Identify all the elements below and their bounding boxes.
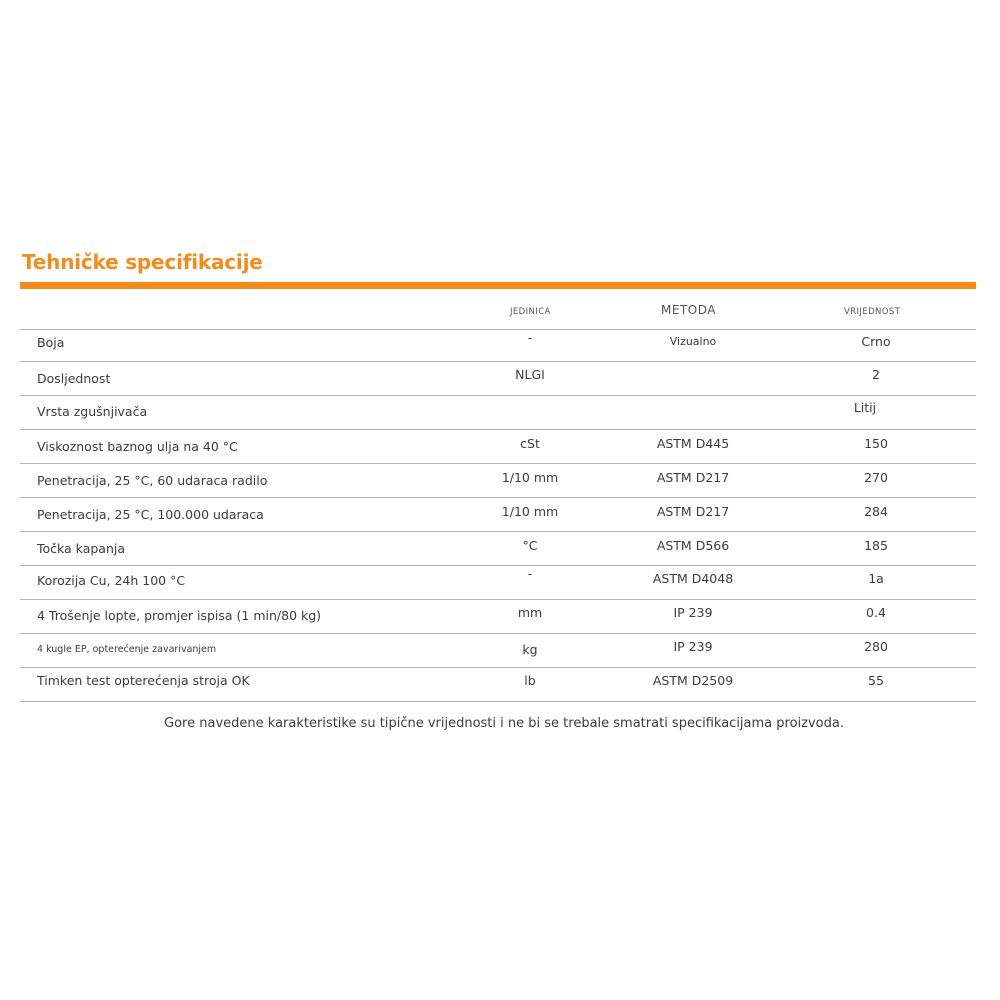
row-method: IP 239 xyxy=(673,639,713,654)
row-unit: kg xyxy=(522,642,538,657)
row-method: IP 239 xyxy=(673,605,713,620)
row-method: ASTM D445 xyxy=(656,436,730,451)
row-value: Crno xyxy=(861,334,891,349)
row-property: Vrsta zgušnjivača xyxy=(37,404,148,419)
table-row xyxy=(20,330,976,362)
row-property: Dosljednost xyxy=(37,371,111,386)
section-title: Tehničke specifikacije xyxy=(22,250,263,274)
row-value: 270 xyxy=(864,470,888,485)
row-method: ASTM D217 xyxy=(656,504,730,519)
table-row xyxy=(20,498,976,532)
row-value: 2 xyxy=(872,367,880,382)
row-property: Boja xyxy=(37,335,65,350)
row-value: 185 xyxy=(864,538,888,553)
row-unit: cSt xyxy=(520,436,540,451)
row-value: 284 xyxy=(864,504,888,519)
row-method: ASTM D217 xyxy=(656,470,730,485)
row-unit: 1/10 mm xyxy=(501,504,559,519)
row-method: ASTM D566 xyxy=(656,538,730,553)
header-value: VRIJEDNOST xyxy=(844,307,901,317)
row-value: 55 xyxy=(868,673,884,688)
row-property: 4 kugle EP, opterećenje zavarivanjem xyxy=(37,644,217,655)
table-row xyxy=(20,532,976,566)
table-row xyxy=(20,600,976,634)
row-value: 150 xyxy=(864,436,888,451)
table-row xyxy=(20,396,976,430)
row-property: Penetracija, 25 °C, 60 udaraca radilo xyxy=(37,473,268,488)
table-header xyxy=(20,289,976,330)
row-unit: mm xyxy=(517,605,543,620)
row-unit: 1/10 mm xyxy=(501,470,559,485)
row-unit: NLGI xyxy=(515,367,545,382)
table-row xyxy=(20,430,976,464)
row-property: Točka kapanja xyxy=(37,541,126,556)
row-unit: - xyxy=(527,330,533,345)
table-row xyxy=(20,668,976,702)
row-method: Vizualno xyxy=(669,335,717,348)
table-row xyxy=(20,634,976,668)
row-value: 1a xyxy=(868,571,884,586)
row-value: 280 xyxy=(864,639,888,654)
row-unit: - xyxy=(527,566,533,581)
row-value: 0.4 xyxy=(866,605,886,620)
row-property: Viskoznost baznog ulja na 40 °C xyxy=(37,439,238,454)
disclaimer-note: Gore navedene karakteristike su tipične vrijednosti i ne bi se trebale smatrati specifikacijama proizvoda. xyxy=(164,716,844,731)
table-row xyxy=(20,464,976,498)
header-unit: JEDINICA xyxy=(510,307,551,317)
row-value: Litij xyxy=(853,400,877,415)
row-property: Penetracija, 25 °C, 100.000 udaraca xyxy=(37,507,264,522)
technical-specifications-section xyxy=(20,248,976,744)
header-method: METODA xyxy=(661,303,716,317)
row-unit: lb xyxy=(524,673,536,688)
table-row xyxy=(20,362,976,396)
table-row xyxy=(20,566,976,600)
row-method: ASTM D4048 xyxy=(652,571,734,586)
row-property: Timken test opterećenja stroja OK xyxy=(37,673,250,688)
accent-bar xyxy=(20,282,976,289)
row-property: Korozija Cu, 24h 100 °C xyxy=(37,573,186,588)
row-method: ASTM D2509 xyxy=(652,673,734,688)
row-unit: °C xyxy=(522,538,538,553)
row-property: 4 Trošenje lopte, promjer ispisa (1 min/80 kg) xyxy=(37,608,322,623)
